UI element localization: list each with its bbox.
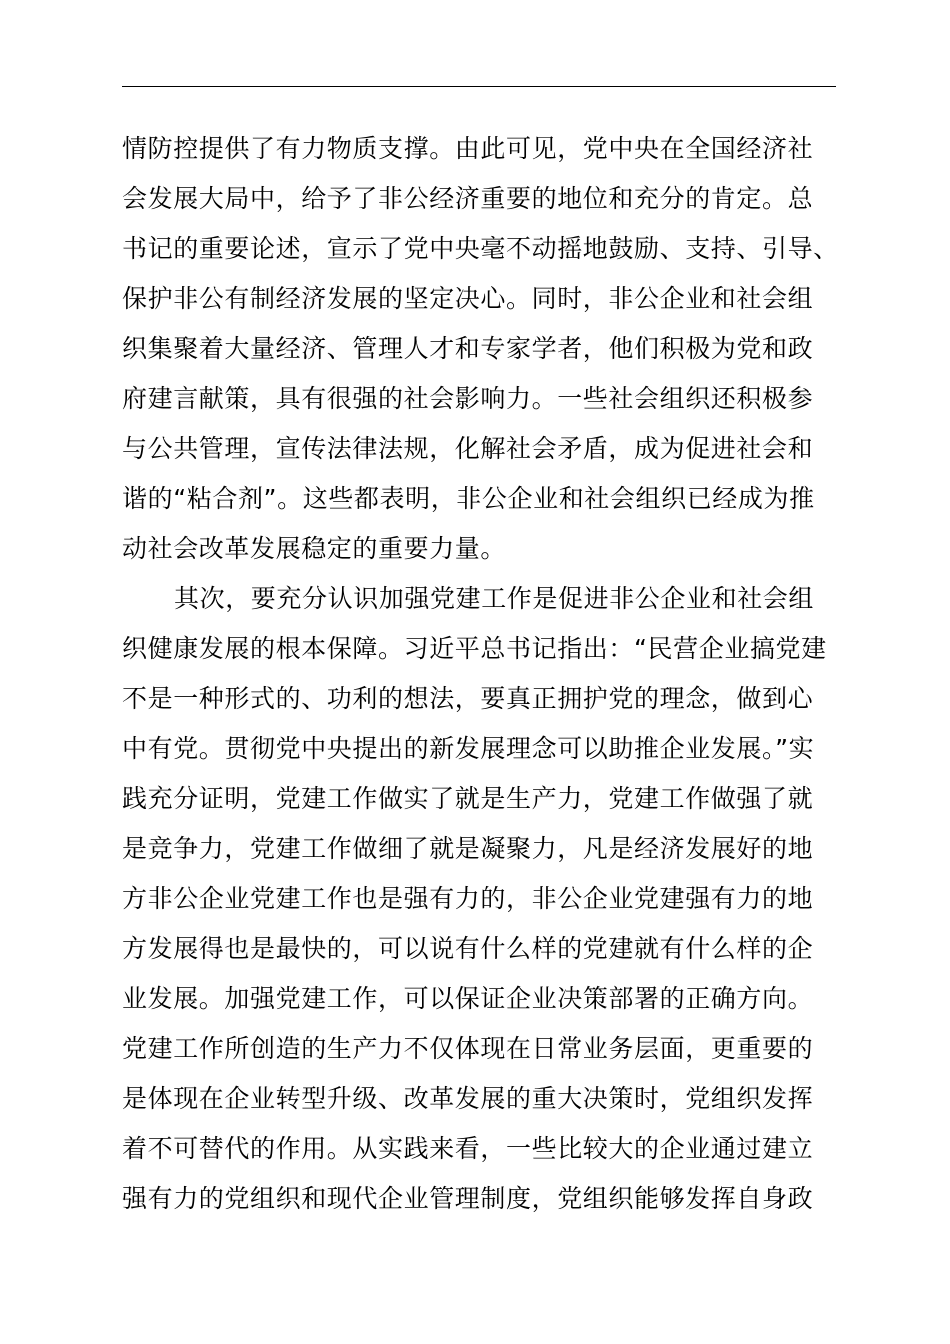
- paragraph-first-line: 其次，要充分认识加强党建工作是促进非公企业和社会组: [174, 584, 815, 613]
- text-line: 方非公企业党建工作也是强有力的，非公企业党建强有力的地: [122, 884, 814, 913]
- text-line: 书记的重要论述，宣示了党中央毫不动摇地鼓励、支持、引导、: [122, 234, 839, 263]
- header-rule: [122, 86, 836, 87]
- text-line: 府建言献策，具有很强的社会影响力。一些社会组织还积极参: [122, 384, 814, 413]
- text-line: 情防控提供了有力物质支撑。由此可见，党中央在全国经济社: [122, 134, 814, 163]
- text-line: 践充分证明，党建工作做实了就是生产力，党建工作做强了就: [122, 784, 814, 813]
- text-line: 着不可替代的作用。从实践来看，一些比较大的企业通过建立: [122, 1134, 814, 1163]
- text-line: 谐的“粘合剂”。这些都表明，非公企业和社会组织已经成为推: [122, 484, 815, 513]
- text-line: 是竞争力，党建工作做细了就是凝聚力，凡是经济发展好的地: [122, 834, 814, 863]
- text-line: 织健康发展的根本保障。习近平总书记指出：“民营企业搞党建: [122, 634, 827, 663]
- text-line: 与公共管理，宣传法律法规，化解社会矛盾，成为促进社会和: [122, 434, 814, 463]
- document-body: [122, 124, 862, 1224]
- text-line: 是体现在企业转型升级、改革发展的重大决策时，党组织发挥: [122, 1084, 814, 1113]
- text-line: 方发展得也是最快的，可以说有什么样的党建就有什么样的企: [122, 934, 814, 963]
- text-line: 织集聚着大量经济、管理人才和专家学者，他们积极为党和政: [122, 334, 814, 363]
- text-line: 中有党。贯彻党中央提出的新发展理念可以助推企业发展。”实: [122, 734, 815, 763]
- text-line: 党建工作所创造的生产力不仅体现在日常业务层面，更重要的: [122, 1034, 814, 1063]
- text-line: 强有力的党组织和现代企业管理制度，党组织能够发挥自身政: [122, 1184, 814, 1213]
- text-line: 业发展。加强党建工作，可以保证企业决策部署的正确方向。: [122, 984, 814, 1013]
- text-line: 保护非公有制经济发展的坚定决心。同时，非公企业和社会组: [122, 284, 814, 313]
- text-line: 会发展大局中，给予了非公经济重要的地位和充分的肯定。总: [122, 184, 814, 213]
- text-line: 不是一种形式的、功利的想法，要真正拥护党的理念，做到心: [122, 684, 814, 713]
- text-line: 动社会改革发展稳定的重要力量。: [122, 534, 507, 563]
